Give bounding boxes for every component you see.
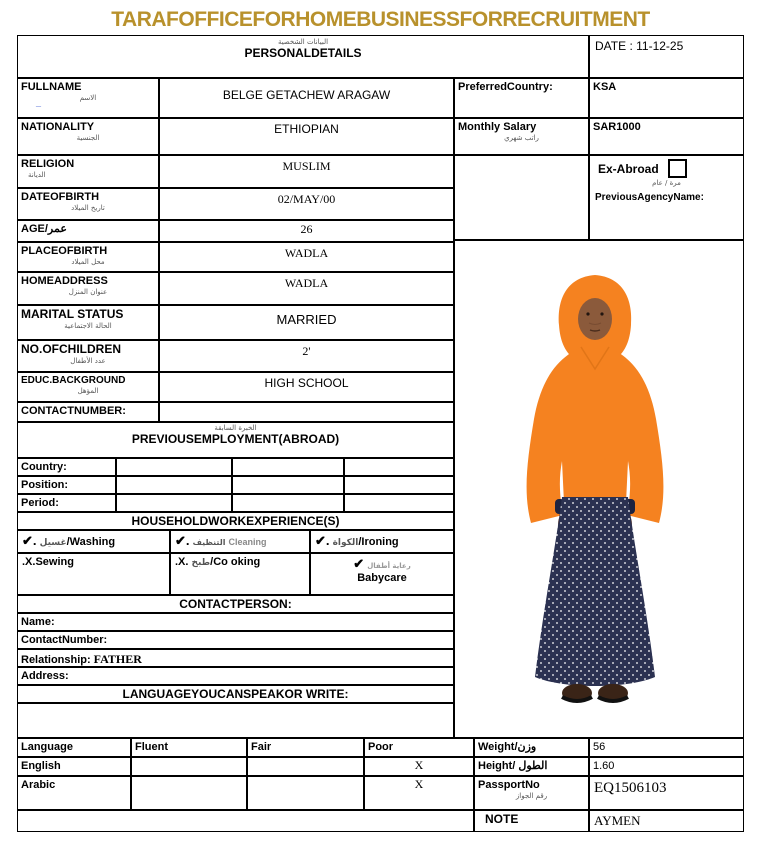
language-heading: LANGUAGEYOUCANSPEAKOR WRITE: (122, 687, 349, 701)
english-fluent-cell (131, 757, 247, 776)
nationality-arabic: الجنسية (76, 134, 100, 143)
nationality-label: NATIONALITY (21, 121, 95, 133)
children-label: NO.OFCHILDREN (21, 342, 121, 356)
contact-person-heading: CONTACTPERSON: (179, 597, 292, 611)
educ-arabic: المؤهل (77, 387, 99, 395)
weight-label: Weight/وزن (478, 741, 537, 753)
cp-name-cell (17, 613, 454, 631)
cp-number-label: ContactNumber: (21, 634, 108, 646)
children-label-cell (17, 340, 159, 372)
passport-label: PassportNo (478, 779, 540, 791)
language-heading-cell (17, 685, 454, 703)
pob-arabic: محل الميلاد (71, 258, 105, 267)
passport-value-cell (589, 776, 744, 810)
height-value-cell (589, 757, 744, 776)
preferred-country-value: KSA (593, 81, 617, 93)
check-icon: ✔ (353, 556, 365, 571)
home-address-value: WADLA (284, 276, 329, 290)
personal-details-arabic: البيانات الشخصية (277, 38, 329, 46)
fullname-cursor-mark: _ (36, 98, 42, 109)
arabic-fair-cell (247, 776, 364, 810)
height-label: Height/ الطول (478, 760, 548, 772)
arabic-row-label: Arabic (21, 779, 56, 791)
cleaning-label: Cleaning (228, 537, 267, 547)
religion-value-cell (159, 155, 454, 188)
ex-abroad-label: Ex-Abroad (598, 161, 659, 176)
arabic-poor-value: X (414, 777, 424, 791)
check-icon: ✔. (22, 533, 37, 548)
cp-relationship-value: FATHER (93, 652, 142, 666)
age-value: 26 (300, 222, 313, 236)
language-col-header-cell (17, 738, 131, 757)
children-value: 2' (302, 344, 311, 358)
monthly-salary-value: SAR1000 (593, 121, 641, 133)
household-heading: HOUSEHOLDWORKEXPERIENCE(S) (131, 514, 340, 528)
prev-position-cell-1 (116, 476, 232, 494)
english-poor-cell (364, 757, 474, 776)
marital-value: MARRIED (276, 312, 337, 327)
prev-period-cell-3 (344, 494, 454, 512)
sewing-mark: .X. (22, 556, 36, 568)
skill-cooking-cell (170, 553, 310, 595)
marital-label: MARITAL STATUS (21, 307, 124, 321)
passport-label-cell (474, 776, 589, 810)
prev-country-label: Country: (21, 461, 67, 473)
monthly-salary-label-cell (454, 118, 589, 155)
prev-country-label-cell (17, 458, 116, 476)
passport-value: EQ1506103 (594, 780, 667, 796)
religion-label: RELIGION (21, 158, 75, 170)
dob-label: DATEOFBIRTH (21, 191, 100, 203)
household-heading-cell (17, 512, 454, 530)
ex-abroad-arabic: مرة / عام (652, 179, 681, 187)
skill-ironing-cell (310, 530, 454, 553)
marital-arabic: الحالة الاجتماعية (64, 322, 112, 331)
prev-country-cell-2 (232, 458, 344, 476)
contact-number-value-cell (159, 402, 454, 422)
applicant-photo-cell (454, 240, 744, 738)
weight-value: 56 (593, 741, 606, 753)
religion-value: MUSLIM (282, 159, 331, 173)
arabic-poor-cell (364, 776, 474, 810)
skill-cleaning-cell (170, 530, 310, 553)
washing-label: /Washing (66, 536, 116, 548)
sewing-label: Sewing (35, 556, 74, 568)
cleaning-arabic: التنظيف (192, 538, 226, 547)
note-label: NOTE (485, 812, 519, 826)
children-value-cell (159, 340, 454, 372)
fullname-value-cell (159, 78, 454, 118)
height-value: 1.60 (593, 760, 615, 772)
date-cell (589, 35, 744, 78)
nationality-value-cell (159, 118, 454, 155)
skill-washing-cell (17, 530, 170, 553)
pob-label: PLACEOFBIRTH (21, 245, 108, 257)
prev-period-cell-2 (232, 494, 344, 512)
prev-position-cell-3 (344, 476, 454, 494)
contact-number-label-cell (17, 402, 159, 422)
date-value: DATE : 11-12-25 (595, 39, 684, 53)
prev-country-cell-3 (344, 458, 454, 476)
page-title: TARAFOFFICEFORHOMEBUSINESSFORRECRUITMENT (111, 8, 650, 31)
note-label-cell (474, 810, 589, 832)
prev-position-cell-2 (232, 476, 344, 494)
fullname-label: FULLNAME (21, 81, 82, 93)
fair-col-header-cell (247, 738, 364, 757)
cooking-arabic: طبخ (191, 558, 211, 568)
age-label: AGE/عمر (21, 223, 67, 235)
arabic-row-label-cell (17, 776, 131, 810)
pob-value-cell (159, 242, 454, 272)
marital-label-cell (17, 305, 159, 340)
previous-agency-label: PreviousAgencyName: (595, 192, 704, 203)
skill-babycare-cell (310, 553, 454, 595)
children-arabic: عدد الأطفال (70, 357, 106, 366)
fullname-arabic: الاسم (79, 94, 97, 103)
ironing-arabic: الكواة (332, 538, 359, 548)
prev-period-label: Period: (21, 497, 59, 509)
note-value-cell (589, 810, 744, 832)
prev-period-cell-1 (116, 494, 232, 512)
cp-relationship-label: Relationship: (21, 654, 91, 666)
educ-value: HIGH SCHOOL (264, 376, 349, 390)
english-poor-value: X (414, 758, 424, 772)
educ-label: EDUC.BACKGROUND (21, 375, 126, 386)
language-gap-cell (17, 703, 454, 738)
skill-sewing-cell (17, 553, 170, 595)
personal-details-header-cell (17, 35, 589, 78)
ex-abroad-empty-cell (454, 155, 589, 240)
pob-value: WADLA (284, 246, 329, 260)
arabic-fluent-cell (131, 776, 247, 810)
ex-abroad-cell (589, 155, 744, 240)
age-value-cell (159, 220, 454, 242)
bottom-empty-cell (17, 810, 474, 832)
babycare-label: Babycare (357, 572, 407, 584)
dob-arabic: تاريخ الميلاد (71, 204, 105, 213)
prev-country-cell-1 (116, 458, 232, 476)
educ-value-cell (159, 372, 454, 402)
nationality-value: ETHIOPIAN (274, 122, 339, 136)
home-address-label-cell (17, 272, 159, 305)
educ-label-cell (17, 372, 159, 402)
home-address-arabic: عنوان المنزل (68, 288, 108, 297)
home-address-value-cell (159, 272, 454, 305)
prev-position-label: Position: (21, 479, 69, 491)
prev-position-label-cell (17, 476, 116, 494)
babycare-arabic: رعاية أطفال (367, 562, 411, 570)
religion-label-cell (17, 155, 159, 188)
personal-details-heading: PERSONALDETAILS (244, 46, 362, 60)
cp-address-cell (17, 667, 454, 685)
age-label-cell (17, 220, 159, 242)
weight-value-cell (589, 738, 744, 757)
prev-period-label-cell (17, 494, 116, 512)
ironing-label: /Ironing (358, 536, 399, 548)
washing-arabic: غسيل (39, 538, 67, 548)
cp-relationship-cell (17, 649, 454, 667)
poor-col-header: Poor (368, 741, 394, 753)
marital-value-cell (159, 305, 454, 340)
dob-label-cell (17, 188, 159, 220)
check-icon: ✔. (175, 533, 190, 548)
monthly-salary-value-cell (589, 118, 744, 155)
applicant-photo (455, 241, 743, 737)
weight-label-cell (474, 738, 589, 757)
fullname-label-cell (17, 78, 159, 118)
pob-label-cell (17, 242, 159, 272)
cooking-label: /Co oking (210, 556, 261, 568)
note-value: AYMEN (594, 813, 641, 828)
recruitment-form (17, 35, 744, 832)
nationality-label-cell (17, 118, 159, 155)
language-col-header: Language (21, 741, 73, 753)
cp-name-label: Name: (21, 616, 55, 628)
monthly-salary-label: Monthly Salary (458, 121, 537, 133)
fullname-value: BELGE GETACHEW ARAGAW (222, 88, 391, 102)
previous-employment-header-cell (17, 422, 454, 458)
dob-value-cell (159, 188, 454, 220)
height-label-cell (474, 757, 589, 776)
cp-address-label: Address: (21, 670, 69, 682)
english-row-label-cell (17, 757, 131, 776)
contact-person-heading-cell (17, 595, 454, 613)
passport-arabic: رقم الجواز (515, 792, 548, 801)
religion-arabic: الديانة (28, 171, 46, 180)
cooking-mark: .X. (175, 556, 189, 568)
preferred-country-label: PreferredCountry: (458, 81, 553, 93)
english-row-label: English (21, 760, 61, 772)
cp-number-cell (17, 631, 454, 649)
fluent-col-header: Fluent (135, 741, 168, 753)
home-address-label: HOMEADDRESS (21, 275, 108, 287)
preferred-country-value-cell (589, 78, 744, 118)
contact-number-label: CONTACTNUMBER: (21, 405, 126, 417)
monthly-salary-arabic: راتب شهري (504, 134, 539, 143)
ex-abroad-checkbox (668, 159, 687, 178)
fair-col-header: Fair (251, 741, 272, 753)
fluent-col-header-cell (131, 738, 247, 757)
check-icon: ✔. (315, 533, 330, 548)
preferred-country-label-cell (454, 78, 589, 118)
dob-value: 02/MAY/00 (277, 192, 336, 206)
english-fair-cell (247, 757, 364, 776)
poor-col-header-cell (364, 738, 474, 757)
previous-employment-heading: PREVIOUSEMPLOYMENT(ABROAD) (131, 432, 340, 446)
previous-employment-arabic: الخبرة السابقة (214, 424, 257, 432)
